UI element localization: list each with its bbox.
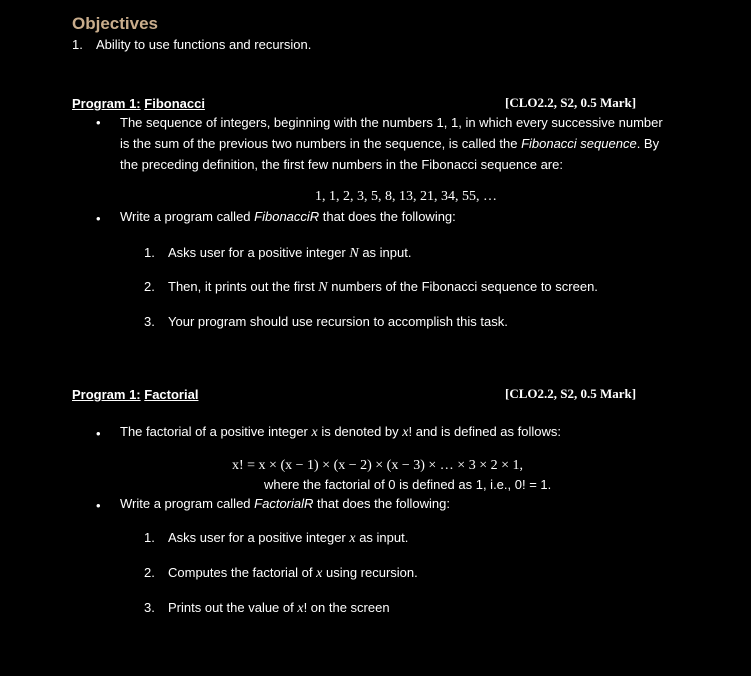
program2-step [144, 565, 418, 582]
program2-step [144, 600, 390, 617]
step-var: N [349, 246, 359, 261]
step-text-a: Prints out the value of [168, 600, 298, 615]
program2-desc-b: is denoted by [317, 424, 403, 439]
step-number: 1. [144, 530, 155, 545]
program1-step [144, 279, 598, 296]
program1-desc-line2-b: . By [636, 136, 660, 151]
program2-description [120, 424, 561, 441]
var-x: x [402, 425, 409, 440]
program1-desc-line1: The sequence of integers, beginning with the numbers 1, 1, in which every successive number [120, 115, 663, 130]
step-text-a: Asks user for a positive integer [168, 530, 350, 545]
step-text-a: Computes the factorial of [168, 565, 317, 580]
step-var: x [349, 531, 356, 546]
program1-description [120, 112, 663, 175]
program1-desc-line2 [120, 133, 663, 154]
program2-desc-a: The factorial of a positive integer [120, 424, 312, 439]
program1-desc-line2-a: is the sum of the previous two numbers in the sequence, is called the [120, 136, 522, 151]
program2-title [72, 387, 198, 402]
program2-task [120, 496, 450, 511]
step-text-a: Then, it prints out the first [168, 279, 319, 294]
bullet-icon: • [96, 498, 101, 513]
step-number: 3. [144, 314, 155, 329]
program2-program-name: FactorialR [254, 496, 314, 511]
var-x: x [311, 425, 318, 440]
program2-name: Factorial [144, 387, 199, 402]
bullet-icon: • [96, 211, 101, 226]
objective-item [72, 37, 311, 52]
step-text-a: Your program should use recursion to accomplish this task. [168, 314, 508, 329]
program1-label: Program 1: [72, 96, 141, 111]
program1-program-name: FibonacciR [254, 209, 320, 224]
bullet-icon: • [96, 426, 101, 441]
step-number: 3. [144, 600, 155, 615]
program1-desc-line3: the preceding definition, the first few numbers in the Fibonacci sequence are: [120, 157, 563, 172]
fibonacci-sequence-term: Fibonacci sequence [521, 136, 637, 151]
program1-step [144, 245, 411, 262]
step-number: 2. [144, 279, 155, 294]
program1-step [144, 314, 508, 329]
step-text-b: using recursion. [322, 565, 418, 580]
objective-text: Ability to use functions and recursion. [96, 37, 312, 52]
bullet-icon: • [96, 115, 101, 130]
factorial-formula: x! = x × (x − 1) × (x − 2) × (x − 3) × … × 3 × 2 × 1, [232, 458, 523, 473]
program2-task-a: Write a program called [120, 496, 255, 511]
step-number: 1. [144, 245, 155, 260]
program2-clo: [CLO2.2, S2, 0.5 Mark] [505, 386, 637, 401]
program2-desc-c: ! and is defined as follows: [408, 424, 561, 439]
fibonacci-sequence: 1, 1, 2, 3, 5, 8, 13, 21, 34, 55, … [315, 189, 497, 204]
objective-number: 1. [72, 37, 83, 52]
step-var: x [297, 601, 304, 616]
step-text-a: Asks user for a positive integer [168, 245, 350, 260]
objectives-heading: Objectives [72, 14, 158, 33]
program2-step [144, 530, 408, 547]
factorial-note: where the factorial of 0 is defined as 1, i.e., 0! = 1. [264, 477, 552, 492]
program2-label: Program 1: [72, 387, 141, 402]
program2-task-b: that does the following: [313, 496, 450, 511]
step-text-b: numbers of the Fibonacci sequence to screen. [327, 279, 598, 294]
step-var: N [318, 280, 328, 295]
step-var: x [316, 566, 323, 581]
program1-task-a: Write a program called [120, 209, 255, 224]
program1-task-b: that does the following: [319, 209, 456, 224]
step-number: 2. [144, 565, 155, 580]
step-text-b: as input. [355, 530, 409, 545]
step-text-b: ! on the screen [303, 600, 390, 615]
program1-clo: [CLO2.2, S2, 0.5 Mark] [505, 95, 637, 110]
program1-title [72, 96, 205, 111]
step-text-b: as input. [358, 245, 412, 260]
program1-name: Fibonacci [144, 96, 205, 111]
program1-task [120, 209, 456, 224]
